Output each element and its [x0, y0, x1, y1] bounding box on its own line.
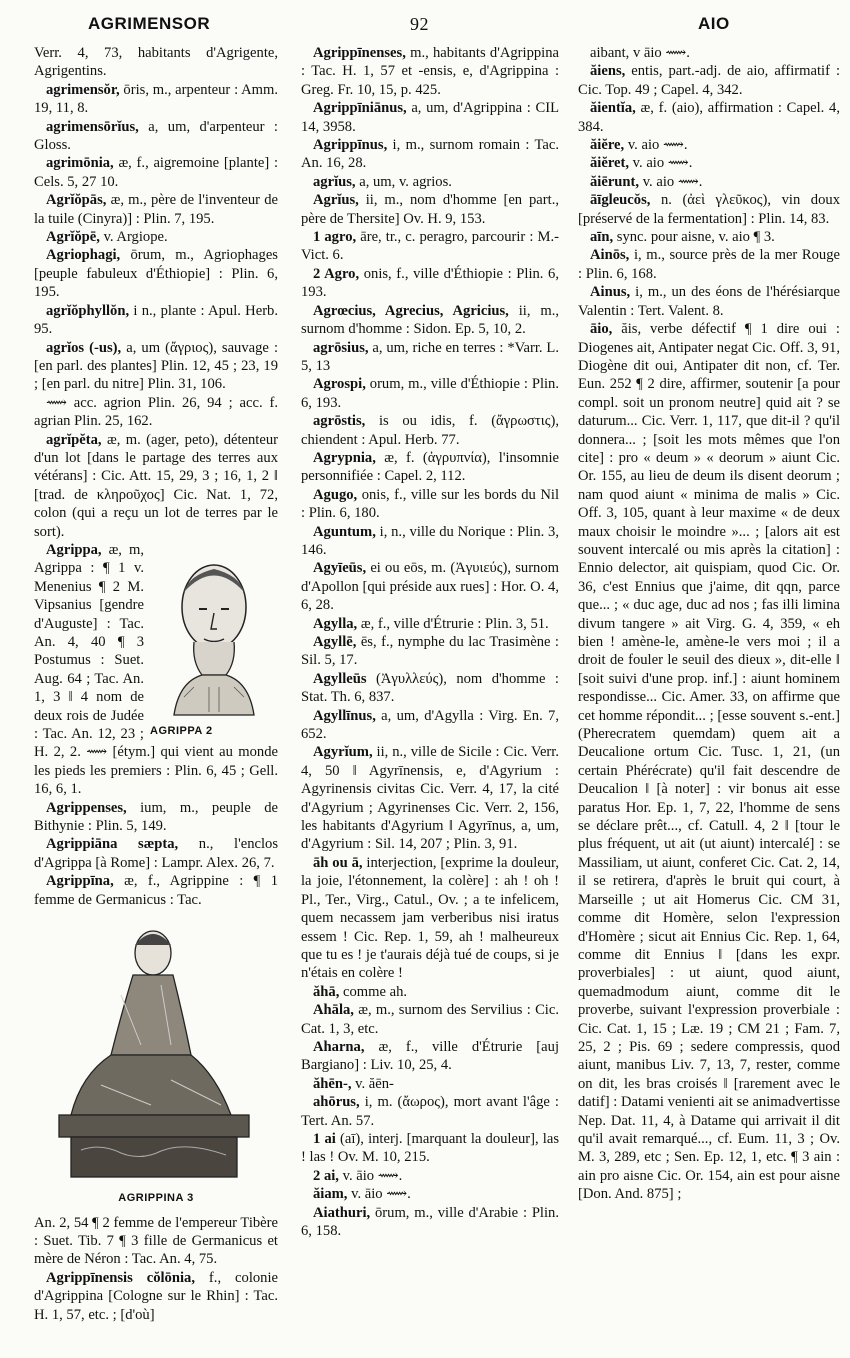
dictionary-entry: agrōsius, a, um, riche en terres : *Varr. L. 5, 13 [301, 339, 559, 374]
dictionary-entry: Agylleūs (Ἀγυλλεύς), nom d'homme : Stat. Th. 6, 837. [301, 670, 559, 706]
running-header [0, 14, 850, 40]
agrippa-bust-illustration [154, 547, 274, 717]
dictionary-entry: ăiĕre, v. aio ⟿. [590, 137, 688, 154]
column-1 [34, 44, 278, 1350]
dictionary-entry: āio, ăis, verbe défectif ¶ 1 dire oui : Diogenes ait, Antipater negat Cic. Off. 3, 91, Diogène dit oui, Antipater dit non, cf. Ter. Eun. 252 ¶ 2 dire, affirmer, soutenir [a pour compl. soit un pronom neutre] quid ait ? se daturum... Cic. Verr. 1, 117, que dit-il ? qu'il donnera... ; [soit les mots mêmes que l'on cite] : pro « deum » « deorum » aiunt Cic. Or. 155, au lieu de deum ils disent deorum ; nam quod aiunt « minima de malis » Cic. Off. 3, 105, quant à leur maxime « de deux maux choisir le moindre »... ; [alors ait est souvent intercalé ou mis après la citation] : Ennio delector, ait quispiam, quod Cic. Or. 36, c'est Ennius que j'aime, dit qqn, parce que... ; « duc age, duc ad nos ; fas illi limina divum tangere » ait Virg. G. 4, 359, « eh bien ! amène-le, amène-le vers moi ; il a droit de fouler le seuil des dieux », dit-elle ‖ [soit suivi d'une prop. inf.] : aiunt hominem respondisse... Cic. Amer. 33, on affirme que cet homme répondit... ; [esse souvent s.-ent.] (Pherecratem quemdam) quem ait a Deucalione ortum Cic. Tusc. 1, 21, (un certain Phérécrate) qu'il fait descendre de Deucalion ‖ [à noter] : vir bonus ait esse paratus Hor. Ep. 1, 7, 22, l'homme de sens se déclare prêt..., cf. Catull. 4, 2 ‖ [tour le plus fréquent, ut ait (ut aiunt) intercalé] : se Massiliam, ut aiunt, conferet Cic. Cat. 2, 14, il se retirera, d'après le bruit qui court, à Marseille ; ut ait Homerus Cic. CM 31, comme dit Homère, selon l'expression d'Homère ; sicut ait Ennius Cic. Rep. 1, 64, comme dit Ennius ‖ [dans les expr. proverbiales] : ut aiunt, quod aiunt, quemadmodum aiunt, comme dit le proverbe, suivant l'expression proverbiale : Cic. Cat. 1, 15 ; Læ. 19 ; CM 21 ; Fam. 7, 25, 2 ; Pis. 69 ; sedere compressis, quod aiunt, manibus Liv. 7, 13, 7, rester, comme on dit, les bras croisés ‖ [rarement avec le datif] : Datami venienti ait se animadvertisse Nep. Dat. 11, 4, à Datame qui arrivait il dit qu'il avait remarqué..., cf. Eum. 11, 3 ; Ov. M. 3, 289, etc ; Sen. Ep. 12, 1, etc. ¶ 3 ain : ain pro aisne Cic. Or. 154, ain est pour aisne [Don. And. 875] ; [578, 321, 840, 1203]
dictionary-entry: Agrippīnus, i, m., surnom romain : Tac. An. 16, 28. [301, 137, 559, 172]
dictionary-entry: agrimensŏr, ōris, m., arpenteur : Amm. 19, 11, 8. [34, 81, 278, 117]
dictionary-entry: ăiam, v. āio ⟿. [313, 1186, 411, 1203]
dictionary-entry: agrimensōrĭus, a, um, d'arpenteur : Gloss. [34, 118, 278, 154]
dictionary-entry: agrĭpĕta, æ, m. (ager, peto), détenteur d'un lot [dans le partage des terres aux vétérans] : Cic. Att. 15, 29, 3 ; 16, 1, 2 ‖ [trad. de κληροῦχος] Cic. Nat. 1, 72, colon (qui a reçu un lot de terres par le sort). [34, 431, 278, 540]
dictionary-entry: Aguntum, i, n., ville du Norique : Plin. 3, 146. [301, 523, 559, 558]
dictionary-entry: Agrippīna, æ, f., Agrippine : ¶ 1 femme de Germanicus : Tac. [34, 873, 278, 908]
dictionary-entry: Agyllē, ēs, f., nymphe du lac Trasimène : Sil. 5, 17. [301, 634, 559, 669]
dictionary-entry: Agyīeūs, ei ou eōs, m. (Ἀγυιεύς), surnom d'Apollon [qui préside aux rues] : Hor. O. 4, 6, 28. [301, 560, 559, 614]
dictionary-entry: Agrippīnenses, m., habitants d'Agrippina : Tac. H. 1, 57 et -ensis, e, d'Agrippina : Greg. Fr. 10, 15, p. 425. [301, 45, 559, 98]
dictionary-entry-continuation: An. 2, 54 ¶ 2 femme de l'empereur Tibère : Suet. Tib. 7 ¶ 3 fille de Germanicus et mère de Néron : Tac. An. 4, 75. [34, 1214, 278, 1268]
dictionary-entry: Agrĭŏpās, æ, m., père de l'inventeur de la tuile (Cinyra)] : Plin. 7, 195. [34, 192, 278, 227]
agrippina-statue-illustration [41, 915, 271, 1185]
dictionary-entry: Agrippīniānus, a, um, d'Agrippina : CIL 14, 3958. [301, 100, 559, 135]
dictionary-entry: ăhā, comme ah. [313, 983, 408, 1000]
dictionary-entry: Agrippīnensis cŏlōnia, f., colonie d'Agrippina [Cologne sur le Rhin] : Tac. H. 1, 57, etc. ; [d'où] [34, 1269, 278, 1323]
dictionary-entry: aibant, v āio ⟿. [590, 45, 690, 61]
dictionary-entry: ⟿ acc. agrion Plin. 26, 94 ; acc. f. agrian Plin. 25, 162. [34, 394, 278, 430]
dictionary-entry: 2 Agro, onis, f., ville d'Éthiopie : Plin. 6, 193. [301, 265, 559, 301]
dictionary-entry: ăiens, entis, part.-adj. de aio, affirmatif : Cic. Top. 49 ; Capel. 4, 342. [578, 63, 840, 98]
dictionary-entry: Verr. 4, 73, habitants d'Agrigente, Agrigentins. [34, 45, 278, 80]
dictionary-entry: Agylla, æ, f., ville d'Étrurie : Plin. 3, 51. [313, 615, 549, 632]
dictionary-entry: āh ou ā, interjection, [exprime la douleur, la joie, l'étonnement, la colère] : ah ! oh ! Pl., Ter., Virg., Catul., Ov. ; a te infelicem, quem necassem jam verberibus nisi iratus essem ! Cic. Rep. 1, 59, ah ! malheureux que tu es ! je t'aurais déjà tué de coups, si je n'étais en colère ! [301, 854, 559, 982]
dictionary-entry: Agrippenses, ium, m., peuple de Bithynie : Plin. 5, 149. [34, 799, 278, 835]
dictionary-entry: Ahāla, æ, m., surnom des Servilius : Cic. Cat. 1, 3, etc. [301, 1002, 559, 1037]
dictionary-entry: ahōrus, i, m. (ἄωρος), mort avant l'âge : Tert. An. 57. [301, 1094, 559, 1129]
figure-caption: AGRIPPINA 3 [118, 1192, 194, 1205]
dictionary-entry: āīgleucŏs, n. (ἀεὶ γλεῦκος), vin doux [préservé de la fermentation] : Plin. 14, 83. [578, 192, 840, 227]
dictionary-entry: Aharna, æ, f., ville d'Étrurie [auj Bargiano] : Liv. 10, 25, 4. [301, 1038, 559, 1074]
dictionary-entry: 1 agro, āre, tr., c. peragro, parcourir : M.-Vict. 6. [301, 229, 559, 264]
dictionary-entry: Ainus, i, m., un des éons de l'hérésiarque Valentin : Tert. Valent. 8. [578, 284, 840, 319]
dictionary-entry: agrōstis, is ou idis, f. (ἄγρωστις), chiendent : Apul. Herb. 77. [301, 413, 559, 448]
dictionary-entry: Agrospi, orum, m., ville d'Éthiopie : Plin. 6, 193. [301, 376, 559, 411]
dictionary-entry: Agriophagi, ōrum, m., Agriophages [peuple fabuleux d'Éthiopie] : Plin. 6, 195. [34, 247, 278, 301]
dictionary-entry: Agrippiāna sæpta, n., l'enclos d'Agrippa [à Rome] : Lampr. Alex. 26, 7. [34, 836, 278, 871]
dictionary-entry: Agugo, onis, f., ville sur les bords du Nil : Plin. 6, 180. [301, 486, 559, 522]
page-number: 92 [410, 14, 429, 34]
dictionary-entry: agrĭŏphyllŏn, i n., plante : Apul. Herb. 95. [34, 302, 278, 338]
dictionary-entry: 2 ai, v. āio ⟿. [313, 1167, 403, 1184]
header-last-word: AIO [698, 14, 730, 33]
dictionary-entry: agrimōnia, æ, f., aigremoine [plante] : Cels. 5, 27 10. [34, 155, 278, 190]
figure-caption: AGRIPPA 2 [150, 724, 213, 737]
column-3 [578, 44, 840, 1350]
dictionary-entry: Agrypnia, æ, f. (ἀγρυπνία), l'insomnie personnifiée : Capel. 2, 112. [301, 449, 559, 485]
dictionary-entry: agrĭus, a, um, v. agrios. [313, 173, 452, 190]
dictionary-entry: aīn, sync. pour aisne, v. aio ¶ 3. [590, 229, 775, 246]
dictionary-entry: Agyrĭum, ii, n., ville de Sicile : Cic. Verr. 4, 50 ‖ Agyrīnensis, e, d'Agyrium : Agyrinensis civitas Cic. Verr. 4, 17, la cité d'Agyrium ; Agyrinenses Cic. Verr. 2, 156, les habitants d'Agyrium ‖ Agyrīnus, a, um, d'Agyrium : Sil. 14, 207 ; Plin. 3, 91. [301, 744, 559, 853]
dictionary-entry: Ainōs, i, m., source près de la mer Rouge : Plin. 6, 168. [578, 247, 840, 282]
dictionary-entry-agrippa: AGRIPPA 2 Agrippa, æ, m, Agrippa : ¶ 1 v. Menenius ¶ 2 M. Vipsanius [gendre d'Auguste] : Tac. An. 4, 40 ¶ 3 Postumus : Suet. Aug. 64 ; Tac. An. 1, 3 ‖ 4 nom de deux rois de Judée : Tac. An. 12, 23 ; H. 2, 2. ⟿ [étym.] qui vient au monde les pieds les premiers : Plin. 6, 45 ; Gell. 16, 6, 1. [34, 541, 278, 798]
dictionary-entry: ăiĕret, v. aio ⟿. [590, 155, 693, 172]
agrippina-statue-figure [34, 915, 278, 1207]
dictionary-entry: ăiērunt, v. aio ⟿. [590, 173, 703, 190]
column-2 [301, 44, 559, 1350]
dictionary-entry: Agyllīnus, a, um, d'Agylla : Virg. En. 7, 652. [301, 707, 559, 743]
dictionary-entry: Agrĭus, ii, m., nom d'homme [en part., père de Thersite] Ov. H. 9, 153. [301, 192, 559, 227]
dictionary-entry: Agrœcius, Agrecius, Agricius, ii, m., surnom d'homme : Sidon. Ep. 5, 10, 2. [301, 302, 559, 338]
dictionary-entry: ăhēn-, v. ăēn- [313, 1075, 394, 1092]
dictionary-entry: ăientĭa, æ, f. (aio), affirmation : Capel. 4, 384. [578, 100, 840, 135]
agrippa-bust-figure [150, 543, 278, 740]
dictionary-entry: 1 ai (aī), interj. [marquant la douleur], las ! las ! Ov. M. 10, 215. [301, 1130, 559, 1166]
header-first-word: AGRIMENSOR [88, 14, 211, 33]
dictionary-entry: agrĭos (-us), a, um (ἄγριος), sauvage : [en parl. des plantes] Plin. 12, 45 ; 23, 19 ; [en parl. du nitre] Plin. 31, 106. [34, 339, 278, 393]
dictionary-entry: Agrĭŏpē, v. Argiope. [46, 229, 168, 246]
dictionary-entry: Aiathuri, ōrum, m., ville d'Arabie : Plin. 6, 158. [301, 1204, 559, 1239]
